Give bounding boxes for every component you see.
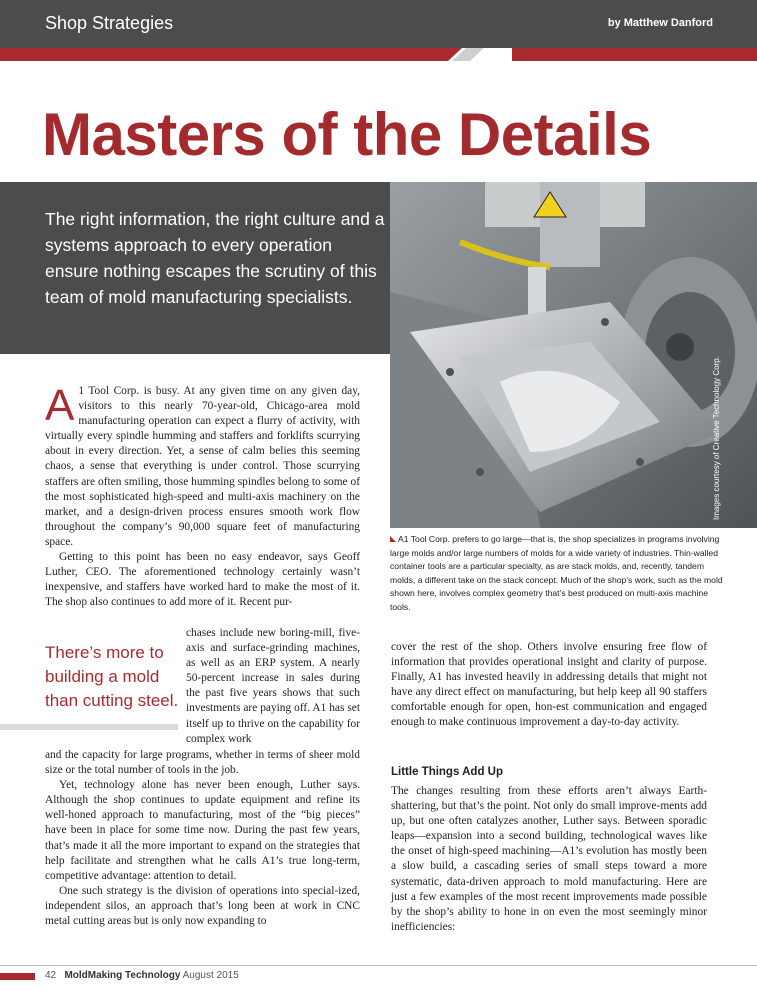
- photo-credit: Images courtesy of Creative Technology Corp.: [712, 356, 721, 520]
- paragraph-2b: chases include new boring-mill, five-axis and surface-grinding machines, as well as an ERP system. A nearly 50-percent increase in sales during the past five years shows that such investments are paying off. A1 has set itself up to thrive on the capability for complex work: [186, 627, 360, 745]
- publication-name: MoldMaking Technology: [64, 970, 181, 981]
- accent-bar-right: [512, 48, 757, 61]
- paragraph-6: The changes resulting from these efforts aren’t always Earth-shattering, but that’s the point. Not only do small improve-ments add up, but one often catalyzes another, Luther says. Between sporadic leaps—expansion into a second building, technological waves like the onset of high-speed machining—A1’s evolution has mostly been a slow build, a cascading series of small steps toward a more systematic, data-driven approach to mold manufacturing. Here are just a few examples of the most recent improvements made possible by the shop’s ability to hone in on even the most seemingly minor inefficiencies:: [391, 785, 707, 933]
- body-column-1: [45, 381, 360, 610]
- byline: by Matthew Danford: [607, 17, 713, 29]
- section-label: Shop Strategies: [45, 13, 174, 33]
- header-bar: [0, 0, 757, 48]
- pull-quote: There’s more to building a mold than cutting steel.: [45, 643, 179, 710]
- body-column-2: [391, 640, 707, 731]
- body-column-2-lower: [391, 784, 707, 935]
- paragraph-2c: and the capacity for large programs, whether in terms of sheer mold size or the total number of tools in the job.: [45, 749, 360, 777]
- page-number: 42: [45, 970, 57, 981]
- footer-accent: [0, 973, 35, 980]
- subhead: Little Things Add Up: [391, 766, 504, 778]
- article-title: Masters of the Details: [42, 101, 652, 168]
- body-column-1-lower: [45, 748, 360, 929]
- footer-rule: [0, 965, 757, 966]
- deck-text: The right information, the right culture and a systems approach to every operation ensure nothing escapes the scrutiny of this team of mold manufacturing specialists.: [45, 209, 385, 307]
- issue-date: August 2015: [182, 970, 239, 981]
- accent-bar-break: [440, 48, 520, 61]
- paragraph-4: One such strategy is the division of operations into special-ized, independent silos, an approach that’s long been at work in CNC metal cutting areas but is only now expanding to: [45, 884, 360, 928]
- drop-cap: A: [45, 381, 75, 430]
- paragraph-1: 1 Tool Corp. is busy. At any given time on any given day, visitors to this nearly 70-year-old, Chicago-area mold manufacturing operation can expect a flurry of activity, with virtually every spindle humming and staffers and forklifts scurrying about in every direction. Yet, a sense of calm belies this seeming chaos, a sense that everything is under control. Those scurrying staffers are often smiling, those humming spindles belong to some of the most sophisticated high-speed and multi-axis machinery on the market, and a design-driven process ensures smooth work flow throughout the company’s 90,000 square feet of manufacturing space.: [45, 385, 360, 548]
- caption-marker-icon: [390, 536, 396, 542]
- footer: [45, 970, 239, 981]
- paragraph-5: cover the rest of the shop. Others involve ensuring free flow of information that provides operational insight and clarity of purpose. Finally, A1 has invested heavily in addressing details that might not have any direct effect on manufacturing, but help keep all 90 staffers comfortable enough for open, hon-est communication and engaged enough to make continuous improvement a day-to-day activity.: [391, 641, 707, 729]
- photo-caption: [390, 533, 728, 614]
- mold-machining-photo: [390, 182, 757, 528]
- body-column-1-wrap: [186, 626, 360, 747]
- caption-text: A1 Tool Corp. prefers to go large—that is, the shop specializes in programs involving large molds and/or large numbers of molds for a wide variety of industries. Thin-walled container tools are a particular specialty, as are stack molds, and, recently, tandem molds, a different take on the stack concept. Much of the shop’s work, such as the mold shown here, involves complex geometry that’s best produced on multi-axis machine tools.: [390, 534, 723, 612]
- pull-quote-rule: [0, 724, 178, 730]
- paragraph-3: Yet, technology alone has never been enough, Luther says. Although the shop continues to update equipment and refine its well-honed approach to manufacturing, most of the “big pieces” have been in place for some time now. During the past few years, that’s made it all the more important to expand on the strategies that help facilitate and strengthen what he calls A1’s true long-term, competitive advantage: attention to detail.: [45, 779, 360, 882]
- paragraph-2a: Getting to this point has been no easy endeavor, says Geoff Luther, CEO. The aforementioned technology certainly wasn’t inexpensive, and staffers have worked hard to make the most of it. The shop also continues to add more of it. Recent pur-: [45, 551, 360, 609]
- accent-bar-left: [0, 48, 448, 61]
